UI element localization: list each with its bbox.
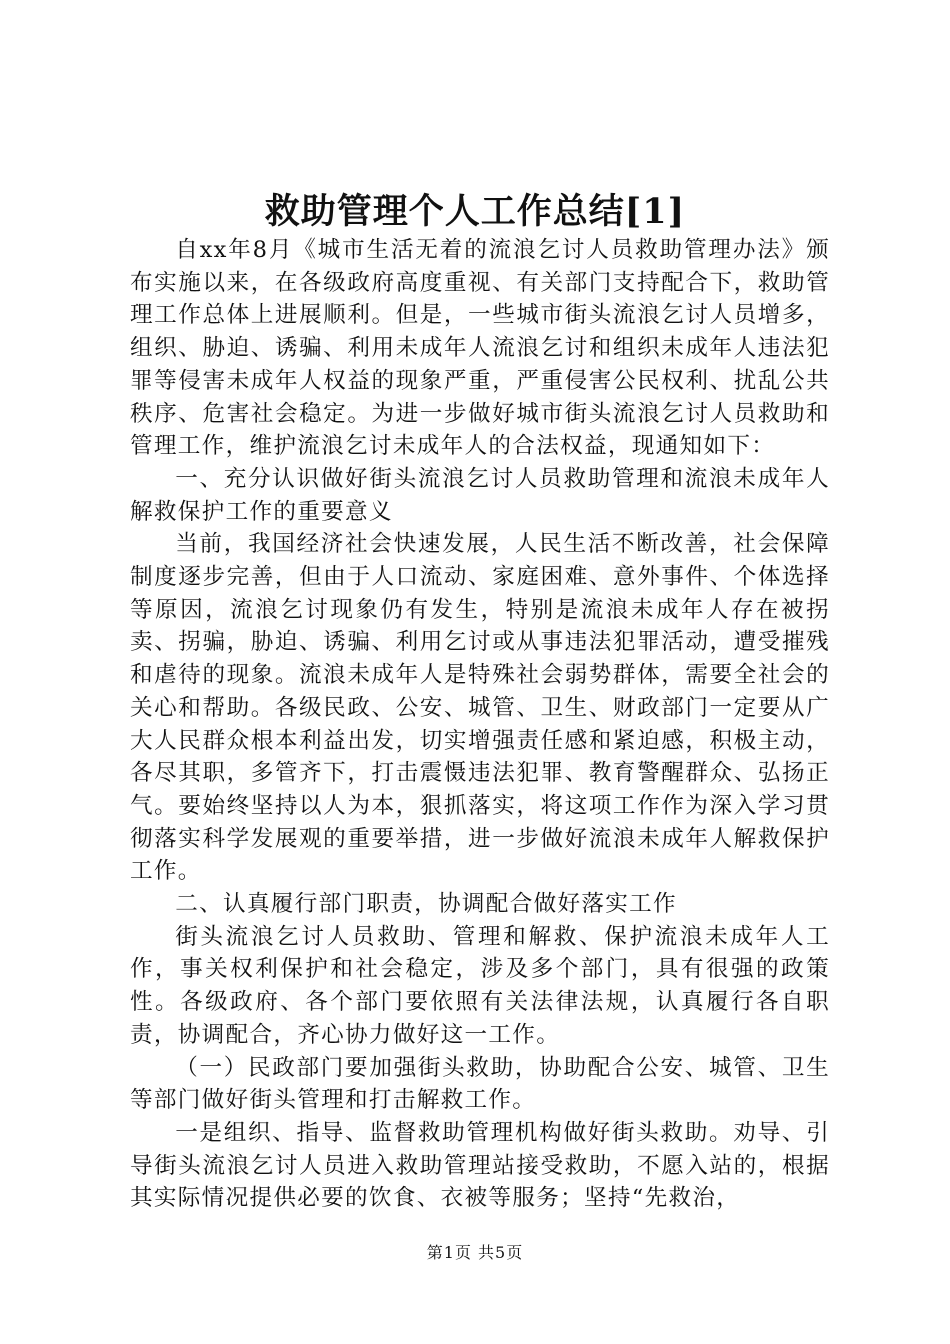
section-heading-2: 二、认真履行部门职责，协调配合做好落实工作 <box>175 891 677 918</box>
section-heading-1: 一、充分认识做好街头流浪乞讨人员救助管理和流浪未成年人解救保护工作的重要意义 <box>130 465 830 525</box>
subsection-heading-1: （一）民政部门要加强街头救助，协助配合公安、城管、卫生等部门做好街头管理和打击解救工作。 <box>130 1054 830 1114</box>
document-title: 救助管理个人工作总结[1] <box>264 191 686 232</box>
paragraph-street-rescue: 一是组织、指导、监督救助管理机构做好街头救助。劝导、引导街头流浪乞讨人员进入救助管理站接受救助，不愿入站的，根据其实际情况提供必要的饮食、衣被等服务；坚持“先救治， <box>130 1119 830 1212</box>
paragraph-duties: 街头流浪乞讨人员救助、管理和解救、保护流浪未成年人工作，事关权利保护和社会稳定，涉及多个部门，具有很强的政策性。各级政府、各个部门要依照有关法律法规，认真履行各自职责，协调配合，齐心协力做好这一工作。 <box>130 923 830 1048</box>
document-body <box>130 234 830 1215</box>
page-footer: 第1页 共5页 <box>426 1243 524 1262</box>
paragraph-significance: 当前，我国经济社会快速发展，人民生活不断改善，社会保障制度逐步完善，但由于人口流动、家庭困难、意外事件、个体选择等原因，流浪乞讨现象仍有发生，特别是流浪未成年人存在被拐卖、拐骗，胁迫、诱骗、利用乞讨或从事违法犯罪活动，遭受摧残和虐待的现象。流浪未成年人是特殊社会弱势群体，需要全社会的关心和帮助。各级民政、公安、城管、卫生、财政部门一定要从广大人民群众根本利益出发，切实增强责任感和紧迫感，积极主动，各尽其职，多管齐下，打击震慑违法犯罪、教育警醒群众、弘扬正气。要始终坚持以人为本，狠抓落实，将这项工作作为深入学习贯彻落实科学发展观的重要举措，进一步做好流浪未成年人解救保护工作。 <box>130 531 830 885</box>
paragraph-intro: 自xx年8月《城市生活无着的流浪乞讨人员救助管理办法》颁布实施以来，在各级政府高度重视、有关部门支持配合下，救助管理工作总体上进展顺利。但是，一些城市街头流浪乞讨人员增多，组织、胁迫、诱骗、利用未成年人流浪乞讨和组织未成年人违法犯罪等侵害未成年人权益的现象严重，严重侵害公民权利、扰乱公共秩序、危害社会稳定。为进一步做好城市街头流浪乞讨人员救助和管理工作，维护流浪乞讨未成年人的合法权益，现通知如下： <box>130 237 830 460</box>
